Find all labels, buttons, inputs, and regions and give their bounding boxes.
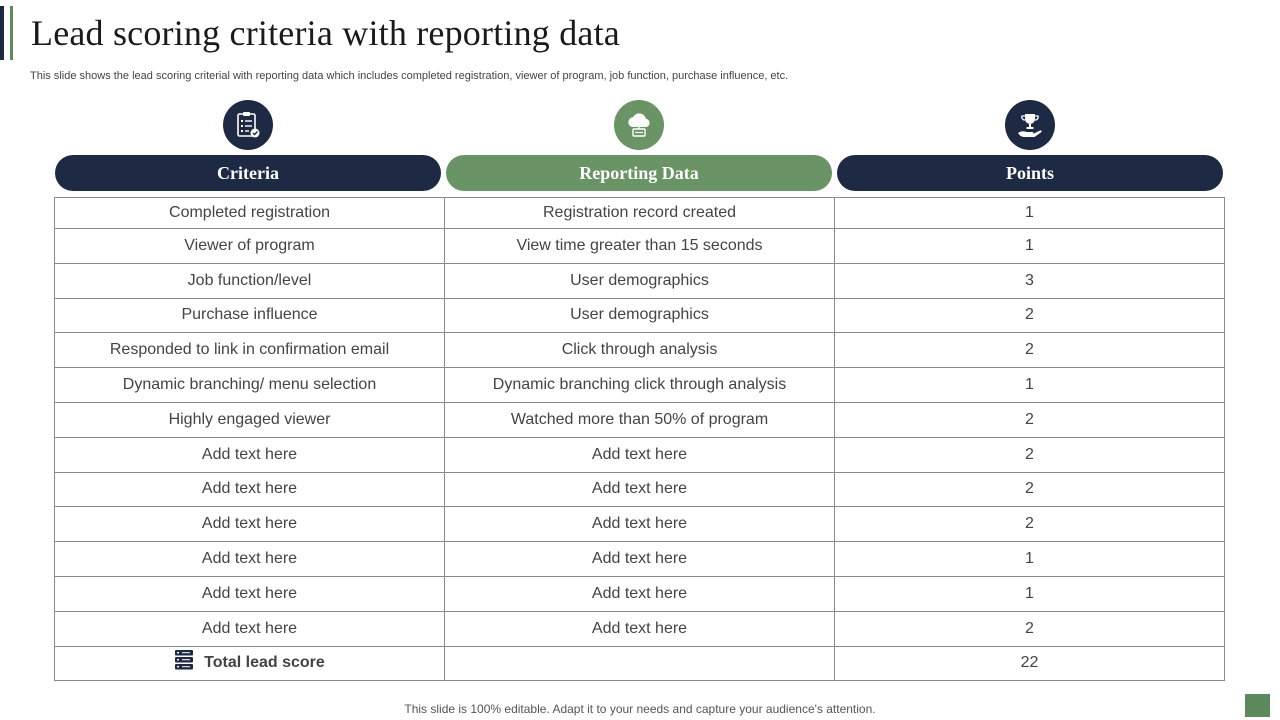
- points-cell: 1: [835, 198, 1225, 229]
- reporting-cell: Add text here: [445, 507, 835, 542]
- header-reporting-label: Reporting Data: [579, 162, 699, 183]
- table-row: [55, 472, 1225, 507]
- criteria-cell: Add text here: [55, 542, 445, 577]
- reporting-cell: Add text here: [445, 542, 835, 577]
- reporting-cell: Click through analysis: [445, 333, 835, 368]
- table-row: [55, 263, 1225, 298]
- points-cell: 1: [835, 542, 1225, 577]
- reporting-cell: Watched more than 50% of program: [445, 402, 835, 437]
- criteria-cell: Viewer of program: [55, 229, 445, 264]
- total-label: Total lead score: [204, 654, 325, 672]
- reporting-cell: Add text here: [445, 611, 835, 646]
- criteria-cell: Add text here: [55, 507, 445, 542]
- reporting-cell: Registration record created: [445, 198, 835, 229]
- criteria-cell: Responded to link in confirmation email: [55, 333, 445, 368]
- clipboard-checklist-icon: [223, 100, 273, 150]
- page-subtitle: This slide shows the lead scoring criterial with reporting data which includes completed registration, viewer of program, job function, purchase influence, etc.: [30, 70, 789, 82]
- cloud-computing-icon: [614, 100, 664, 150]
- lead-scoring-table: [54, 197, 1225, 681]
- total-points-cell: 22: [835, 646, 1225, 681]
- header-points-label: Points: [1005, 162, 1054, 183]
- table-row: [55, 402, 1225, 437]
- criteria-cell: Purchase influence: [55, 298, 445, 333]
- table-row: [55, 368, 1225, 403]
- reporting-cell: Add text here: [445, 576, 835, 611]
- reporting-cell: User demographics: [445, 298, 835, 333]
- points-cell: 3: [835, 263, 1225, 298]
- table-row: [55, 298, 1225, 333]
- header-reporting-data: [446, 155, 832, 191]
- trophy-hand-icon: [1005, 100, 1055, 150]
- accent-bar-green: [10, 6, 13, 60]
- server-stack-icon: [174, 649, 194, 677]
- table-row: [55, 198, 1225, 229]
- table-row: [55, 229, 1225, 264]
- criteria-cell: Completed registration: [55, 198, 445, 229]
- points-cell: 2: [835, 507, 1225, 542]
- total-row: [55, 646, 1225, 681]
- points-cell: 2: [835, 402, 1225, 437]
- criteria-cell: Add text here: [55, 611, 445, 646]
- header-criteria-label: Criteria: [217, 162, 279, 183]
- points-cell: 2: [835, 298, 1225, 333]
- reporting-cell: Add text here: [445, 472, 835, 507]
- points-cell: 1: [835, 229, 1225, 264]
- table-row: [55, 542, 1225, 577]
- criteria-cell: Highly engaged viewer: [55, 402, 445, 437]
- criteria-cell: Job function/level: [55, 263, 445, 298]
- points-cell: 2: [835, 472, 1225, 507]
- reporting-cell: Dynamic branching click through analysis: [445, 368, 835, 403]
- criteria-cell: Add text here: [55, 576, 445, 611]
- table-row: [55, 507, 1225, 542]
- total-label-cell: [55, 646, 445, 681]
- corner-accent: [1245, 694, 1270, 717]
- table-row: [55, 576, 1225, 611]
- header-criteria: [55, 155, 441, 191]
- reporting-cell: Add text here: [445, 437, 835, 472]
- footer-note: This slide is 100% editable. Adapt it to your needs and capture your audience's attention.: [404, 702, 876, 716]
- reporting-cell: User demographics: [445, 263, 835, 298]
- page-title: Lead scoring criteria with reporting data: [31, 13, 620, 53]
- criteria-cell: Add text here: [55, 437, 445, 472]
- header-points: [837, 155, 1223, 191]
- points-cell: 2: [835, 333, 1225, 368]
- table-row: [55, 437, 1225, 472]
- table-row: [55, 333, 1225, 368]
- criteria-cell: Dynamic branching/ menu selection: [55, 368, 445, 403]
- total-reporting-cell: [445, 646, 835, 681]
- points-cell: 1: [835, 368, 1225, 403]
- points-cell: 2: [835, 611, 1225, 646]
- accent-bar-dark: [0, 6, 4, 60]
- points-cell: 1: [835, 576, 1225, 611]
- reporting-cell: View time greater than 15 seconds: [445, 229, 835, 264]
- criteria-cell: Add text here: [55, 472, 445, 507]
- points-cell: 2: [835, 437, 1225, 472]
- table-row: [55, 611, 1225, 646]
